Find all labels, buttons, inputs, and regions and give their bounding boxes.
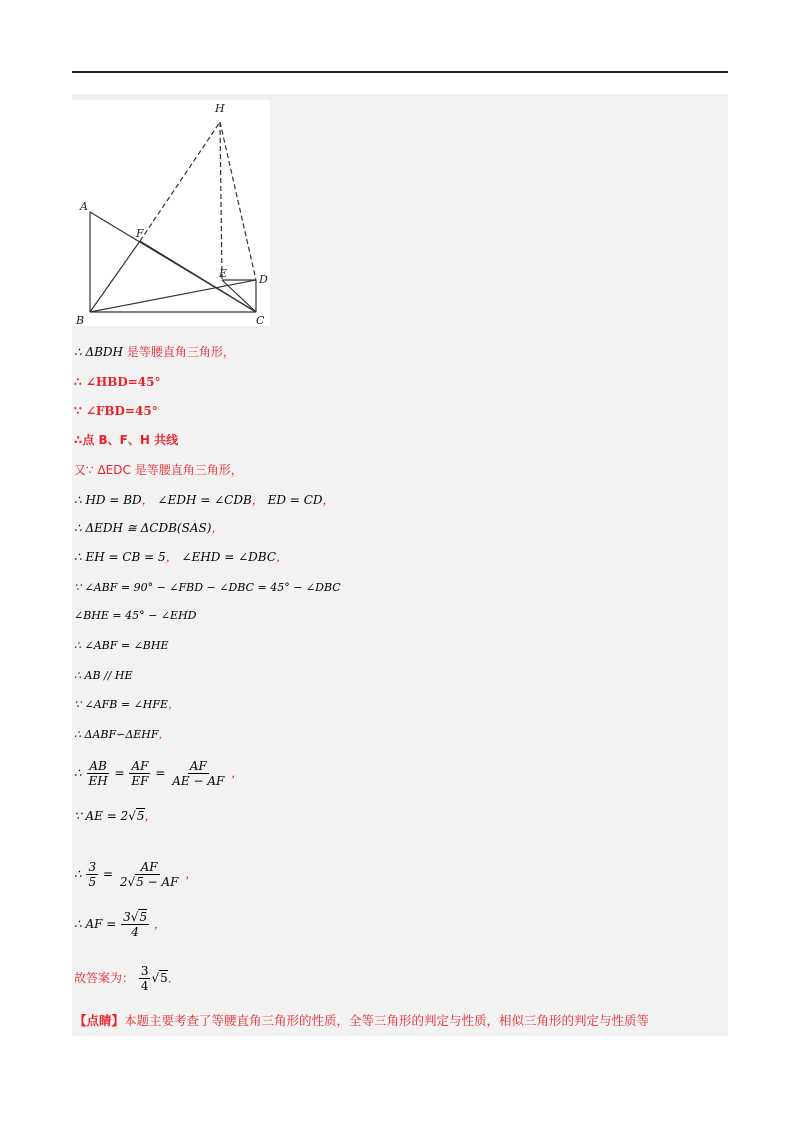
fraction-3-5: $\frac{3}{5}$: [88, 860, 97, 889]
note-line: [74, 1013, 649, 1029]
step-5: 又∵ ΔEDC 是等腰直角三角形，: [74, 463, 243, 477]
label-a: A: [80, 200, 88, 213]
step-2: ∴ ∠HBD=45°: [74, 375, 161, 389]
fraction-af-ae-af: $\frac{AF}{AE - AF}$: [172, 759, 225, 788]
geometry-figure: [72, 100, 270, 326]
step-4: ∴点 B、F、H 共线: [74, 433, 179, 447]
step-10: ∠BHE = 45° − ∠EHD: [74, 609, 197, 622]
step-17: ∴ $\frac{3}{5}$ = $\frac{AF}{2√5 - AF}$ ，: [74, 860, 198, 889]
geometry-diagram: [72, 100, 270, 326]
note-text: 本题主要考查了等腰直角三角形的性质，全等三角形的判定与性质，相似三角形的判定与性质等: [124, 1013, 650, 1028]
fraction-ab-eh: $\frac{AB}{EH}$: [88, 759, 108, 788]
step-7: ∴ ΔEDH ≅ ΔCDB(SAS)，: [74, 521, 224, 535]
label-b: B: [76, 314, 85, 326]
fraction-3sqrt5-4: $\frac{3√5}{4}$: [123, 910, 148, 939]
step-1: ∴ ΔBDH 是等腰直角三角形，: [74, 345, 235, 359]
label-c: C: [256, 314, 265, 326]
dashed-hd: [220, 122, 256, 280]
segment-ec: [222, 280, 256, 312]
step-15: ∴ $\frac{AB}{EH}$ = $\frac{AF}{EF}$ = $\frac{AF}{AE - AF}$ ，: [74, 759, 244, 788]
step-13: ∵ ∠AFB = ∠HFE，: [74, 698, 180, 711]
step-14: ∴ ΔABF∽ΔEHF，: [74, 728, 170, 741]
step-11: ∴ ∠ABF = ∠BHE: [74, 639, 169, 652]
dashed-he: [220, 122, 222, 280]
step-16: ∵ AE = 2√5，: [74, 809, 157, 823]
step-3: ∵ ∠FBD=45°: [74, 404, 158, 418]
note-tag: 【点睛】: [74, 1013, 125, 1028]
answer-line: 故答案为： $\frac{3}{4}$ √5．: [74, 964, 180, 993]
label-d: D: [259, 273, 268, 286]
segment-bd: [90, 280, 256, 312]
step-18: ∴ AF = $\frac{3√5}{4}$ ，: [74, 910, 166, 939]
step-9: ∵ ∠ABF = 90° − ∠FBD − ∠DBC = 45° − ∠DBC: [74, 581, 341, 594]
label-f: F: [136, 227, 144, 240]
answer-fraction: $\frac{3}{4}$: [140, 964, 149, 993]
fraction-af-2sqrt5-af: $\frac{AF}{2√5 - AF}$: [119, 860, 179, 889]
step-8: ∴ EH = CB = 5， ∠EHD = ∠DBC，: [74, 550, 289, 564]
segment-fc: [140, 241, 256, 312]
label-e: E: [219, 267, 228, 280]
sqrt-symbol: √5: [128, 809, 145, 823]
label-h: H: [215, 102, 225, 115]
dashed-fh: [140, 122, 220, 241]
header-rule: [72, 71, 728, 73]
step-6: ∴ HD = BD， ∠EDH = ∠CDB， ED = CD，: [74, 493, 335, 507]
fraction-af-ef: $\frac{AF}{EF}$: [131, 759, 149, 788]
step-12: ∴ AB // HE: [74, 669, 133, 682]
segment-bf: [90, 241, 140, 312]
